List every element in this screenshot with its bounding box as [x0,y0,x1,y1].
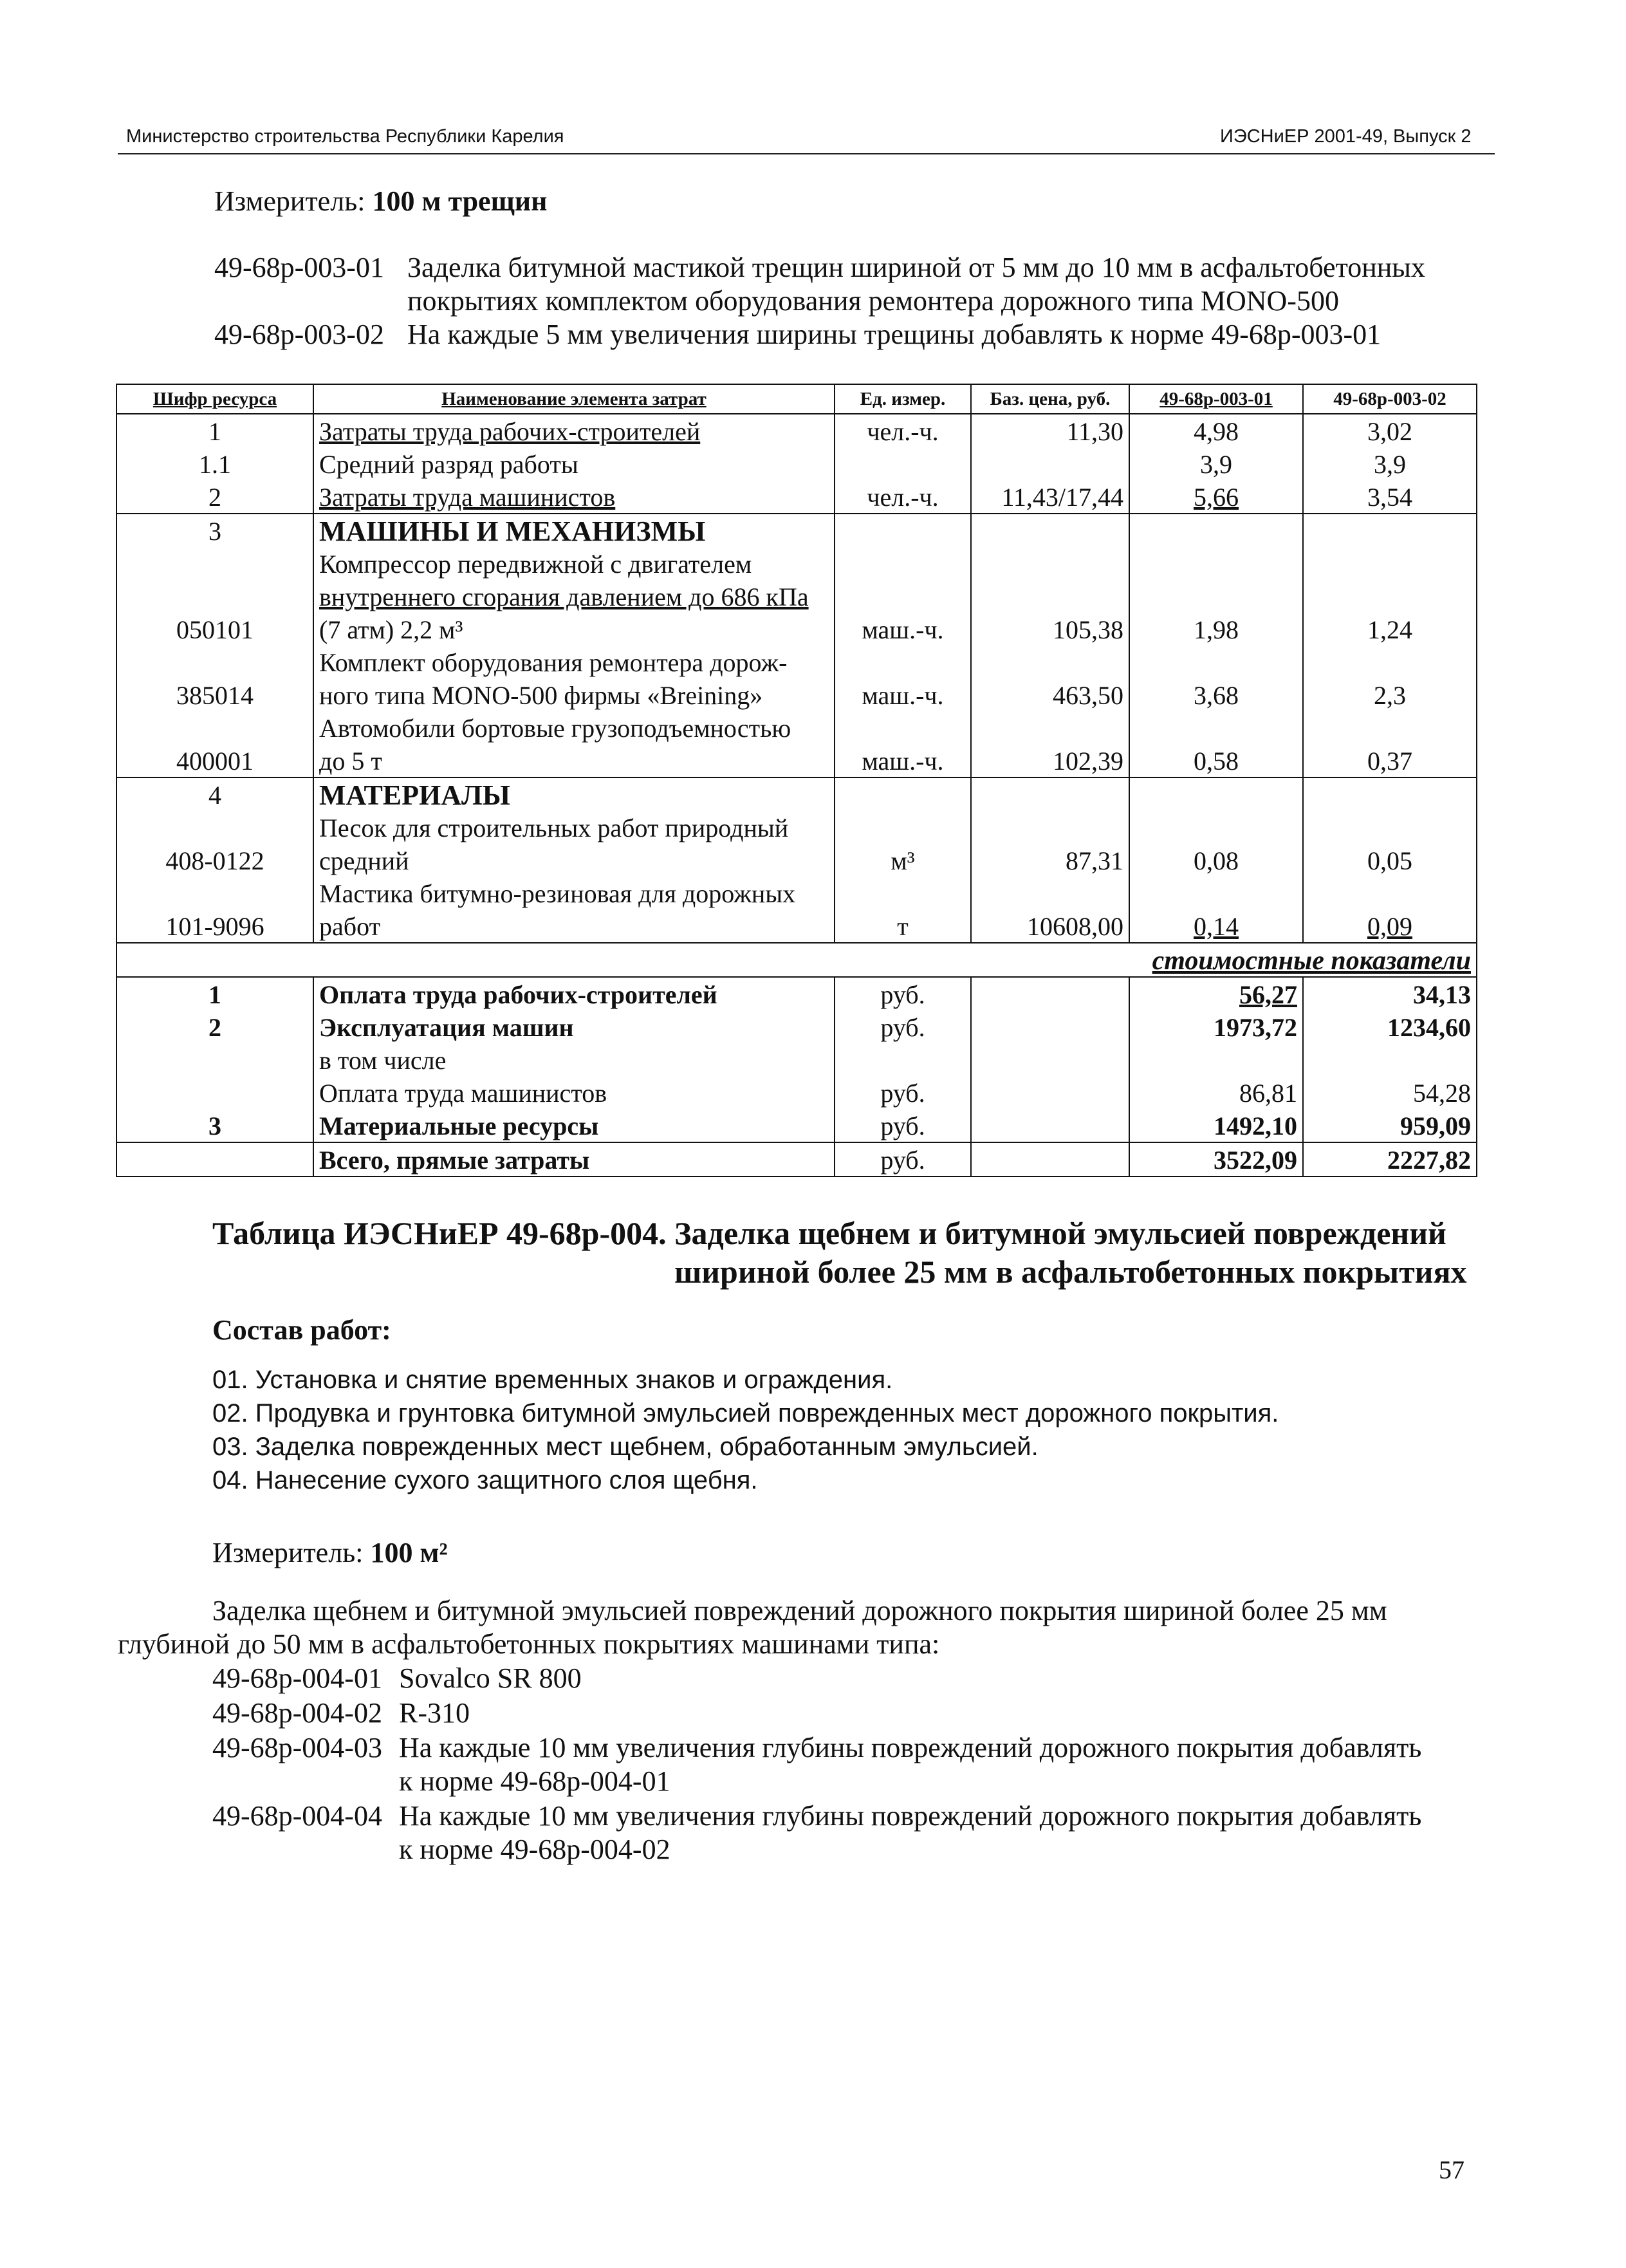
measure-unit-2 [212,1536,448,1570]
row-norm-1: 0,14 [1129,909,1303,943]
cost-caption: стоимостные показатели [116,943,1477,977]
works-list [212,1363,1279,1497]
row-price: 10608,00 [971,909,1129,943]
cost-norm-2: 959,09 [1303,1109,1477,1142]
row-price: 463,50 [971,678,1129,711]
row-price: 105,38 [971,613,1129,646]
cost-code [116,1043,313,1076]
works-item: 01. Установка и снятие временных знаков и ограждения. [212,1366,893,1394]
row-name: Затраты труда рабочих-строителей [313,414,835,447]
table-row [116,811,1477,844]
table-row [116,744,1477,777]
row-norm-1: 4,98 [1129,414,1303,447]
table-row [116,678,1477,711]
norm-code: 49-68р-004-03 [212,1732,382,1763]
cost-row [116,1043,1477,1076]
cost-norm-1: 3522,09 [1129,1142,1303,1176]
row-norm-2: 1,24 [1303,613,1477,646]
row-code: 2 [116,480,313,514]
header-doc-id: ИЭСНиЕР 2001-49, Выпуск 2 [1220,126,1472,147]
row-name-line: до 5 т [313,744,835,777]
col-header-norm-2: 49-68р-003-02 [1303,384,1477,414]
cost-unit [835,1043,971,1076]
row-name-line: внутреннего сгорания давлением до 686 кПа [313,580,835,613]
row-norm-2: 3,54 [1303,480,1477,514]
table-row [116,909,1477,943]
norm-code: 49-68р-004-04 [212,1800,382,1832]
norms-list-1 [214,251,1495,354]
row-code: 385014 [116,678,313,711]
measure-value: 100 м² [370,1537,448,1568]
table-row [116,613,1477,646]
row-name-line: Песок для строительных работ природный [313,811,835,844]
header-ministry: Министерство строительства Республики Карелия [126,126,564,147]
cost-unit: руб. [835,1109,971,1142]
row-unit: чел.-ч. [835,414,971,447]
table-header-row [116,384,1477,414]
cost-name: Всего, прямые затраты [313,1142,835,1176]
cost-row [116,1010,1477,1043]
cost-unit: руб. [835,1142,971,1176]
row-norm-1: 3,9 [1129,447,1303,480]
row-name-line: ного типа MONO-500 фирмы «Breining» [313,678,835,711]
norm-text: покрытиях комплектом оборудования ремонтера дорожного типа MONO-500 [407,285,1339,317]
cost-row [116,977,1477,1010]
cost-norm-1: 56,27 [1129,977,1303,1010]
row-unit: т [835,909,971,943]
works-item: 03. Заделка поврежденных мест щебнем, обработанным эмульсией. [212,1433,1039,1461]
norm-code: 49-68р-004-02 [212,1697,382,1729]
table-row [116,844,1477,877]
row-unit: чел.-ч. [835,480,971,514]
row-code: 1 [116,414,313,447]
measure-label: Измеритель: [214,185,365,217]
desc2-line-1: Заделка щебнем и битумной эмульсией повреждений дорожного покрытия шириной более 25 мм [212,1595,1387,1626]
norm-code: 49-68р-003-01 [214,252,384,283]
col-header-norm-1: 49-68р-003-01 [1129,384,1303,414]
table-row [116,547,1477,580]
row-name-line: Мастика битумно-резиновая для дорожных [313,877,835,909]
cost-unit: руб. [835,977,971,1010]
row-price: 102,39 [971,744,1129,777]
section-row [116,514,1477,547]
row-unit: маш.-ч. [835,678,971,711]
row-norm-1: 5,66 [1129,480,1303,514]
section-title: МАТЕРИАЛЫ [313,777,835,811]
norm-code: 49-68р-004-01 [212,1662,382,1694]
row-price: 11,30 [971,414,1129,447]
norm-text: Sovalco SR 800 [399,1662,582,1694]
cost-unit: руб. [835,1010,971,1043]
row-unit: маш.-ч. [835,744,971,777]
row-name: Затраты труда машинистов [313,480,835,514]
table2-title-line-1: Таблица ИЭСНиЕР 49-68р-004. Заделка щебнем и битумной эмульсией повреждений [212,1215,1446,1251]
row-code: 3 [116,514,313,547]
row-norm-2: 2,3 [1303,678,1477,711]
works-item: 02. Продувка и грунтовка битумной эмульсией поврежденных мест дорожного покрытия. [212,1399,1279,1427]
table-row [116,414,1477,447]
cost-name: Оплата труда машинистов [313,1076,835,1109]
resource-table [116,384,1477,1177]
cost-norm-1 [1129,1043,1303,1076]
row-norm-1: 3,68 [1129,678,1303,711]
cost-code: 1 [116,977,313,1010]
cost-row-total [116,1142,1477,1176]
cost-norm-2 [1303,1043,1477,1076]
row-name-line: средний [313,844,835,877]
works-label: Состав работ: [212,1314,391,1346]
row-name: Средний разряд работы [313,447,835,480]
row-price: 87,31 [971,844,1129,877]
cost-code [116,1142,313,1176]
row-unit: м³ [835,844,971,877]
measure-unit-1 [214,184,547,219]
cost-row [116,1109,1477,1142]
row-code: 408-0122 [116,844,313,877]
cost-norm-1: 1973,72 [1129,1010,1303,1043]
row-code: 4 [116,777,313,811]
table-row [116,877,1477,909]
cost-norm-1: 86,81 [1129,1076,1303,1109]
table-row [116,646,1477,678]
norm-text: На каждые 10 мм увеличения глубины повреждений дорожного покрытия добавлять [399,1732,1422,1763]
row-norm-1: 1,98 [1129,613,1303,646]
header-rule [118,153,1495,154]
norm-text: Заделка битумной мастикой трещин шириной от 5 мм до 10 мм в асфальтобетонных [407,252,1425,283]
norm-text: к норме 49-68р-004-01 [399,1765,670,1797]
cost-name: Эксплуатация машин [313,1010,835,1043]
row-code: 1.1 [116,447,313,480]
row-unit [835,447,971,480]
row-norm-2: 0,37 [1303,744,1477,777]
cost-code: 2 [116,1010,313,1043]
cost-code: 3 [116,1109,313,1142]
row-price: 11,43/17,44 [971,480,1129,514]
table2-title-line-2: шириной более 25 мм в асфальтобетонных покрытиях [674,1254,1467,1290]
cost-norm-2: 54,28 [1303,1076,1477,1109]
row-norm-2: 3,02 [1303,414,1477,447]
norms-list-2 [212,1662,1493,1874]
row-norm-2: 3,9 [1303,447,1477,480]
cost-name: в том числе [313,1043,835,1076]
desc2-line-2: глубиной до 50 мм в асфальтобетонных покрытиях машинами типа: [118,1628,940,1660]
row-name-line: работ [313,909,835,943]
cost-norm-2: 2227,82 [1303,1142,1477,1176]
cost-caption-row [116,943,1477,977]
row-name-line: Компрессор передвижной с двигателем [313,547,835,580]
norm-text: R-310 [399,1697,470,1729]
cost-unit: руб. [835,1076,971,1109]
row-name-line: (7 атм) 2,2 м³ [313,613,835,646]
norm-text: к норме 49-68р-004-02 [399,1834,670,1865]
cost-code [116,1076,313,1109]
norm-text: На каждые 5 мм увеличения ширины трещины добавлять к норме 49-68р-003-01 [407,319,1381,350]
table-row [116,447,1477,480]
section-title: МАШИНЫ И МЕХАНИЗМЫ [313,514,835,547]
works-item: 04. Нанесение сухого защитного слоя щебня. [212,1466,758,1494]
section-row [116,777,1477,811]
row-norm-1: 0,58 [1129,744,1303,777]
row-code: 050101 [116,613,313,646]
row-code: 101-9096 [116,909,313,943]
table-row [116,580,1477,613]
measure-label: Измеритель: [212,1537,364,1568]
cost-norm-1: 1492,10 [1129,1109,1303,1142]
cost-row [116,1076,1477,1109]
norm-code: 49-68р-003-02 [214,319,384,350]
measure-value: 100 м трещин [372,185,548,217]
col-header-name: Наименование элемента затрат [313,384,835,414]
cost-norm-2: 34,13 [1303,977,1477,1010]
row-name-line: Комплект оборудования ремонтера дорож- [313,646,835,678]
row-norm-2: 0,05 [1303,844,1477,877]
row-unit: маш.-ч. [835,613,971,646]
cost-name: Материальные ресурсы [313,1109,835,1142]
row-name-line: Автомобили бортовые грузоподъемностью [313,711,835,744]
table-row [116,711,1477,744]
row-norm-2: 0,09 [1303,909,1477,943]
page-number: 57 [1439,2155,1464,2184]
table-row [116,480,1477,514]
col-header-code: Шифр ресурса [116,384,313,414]
row-norm-1: 0,08 [1129,844,1303,877]
col-header-unit: Ед. измер. [835,384,971,414]
cost-name: Оплата труда рабочих-строителей [313,977,835,1010]
norm-text: На каждые 10 мм увеличения глубины повреждений дорожного покрытия добавлять [399,1800,1422,1832]
col-header-price: Баз. цена, руб. [971,384,1129,414]
cost-norm-2: 1234,60 [1303,1010,1477,1043]
row-price [971,447,1129,480]
row-code: 400001 [116,744,313,777]
